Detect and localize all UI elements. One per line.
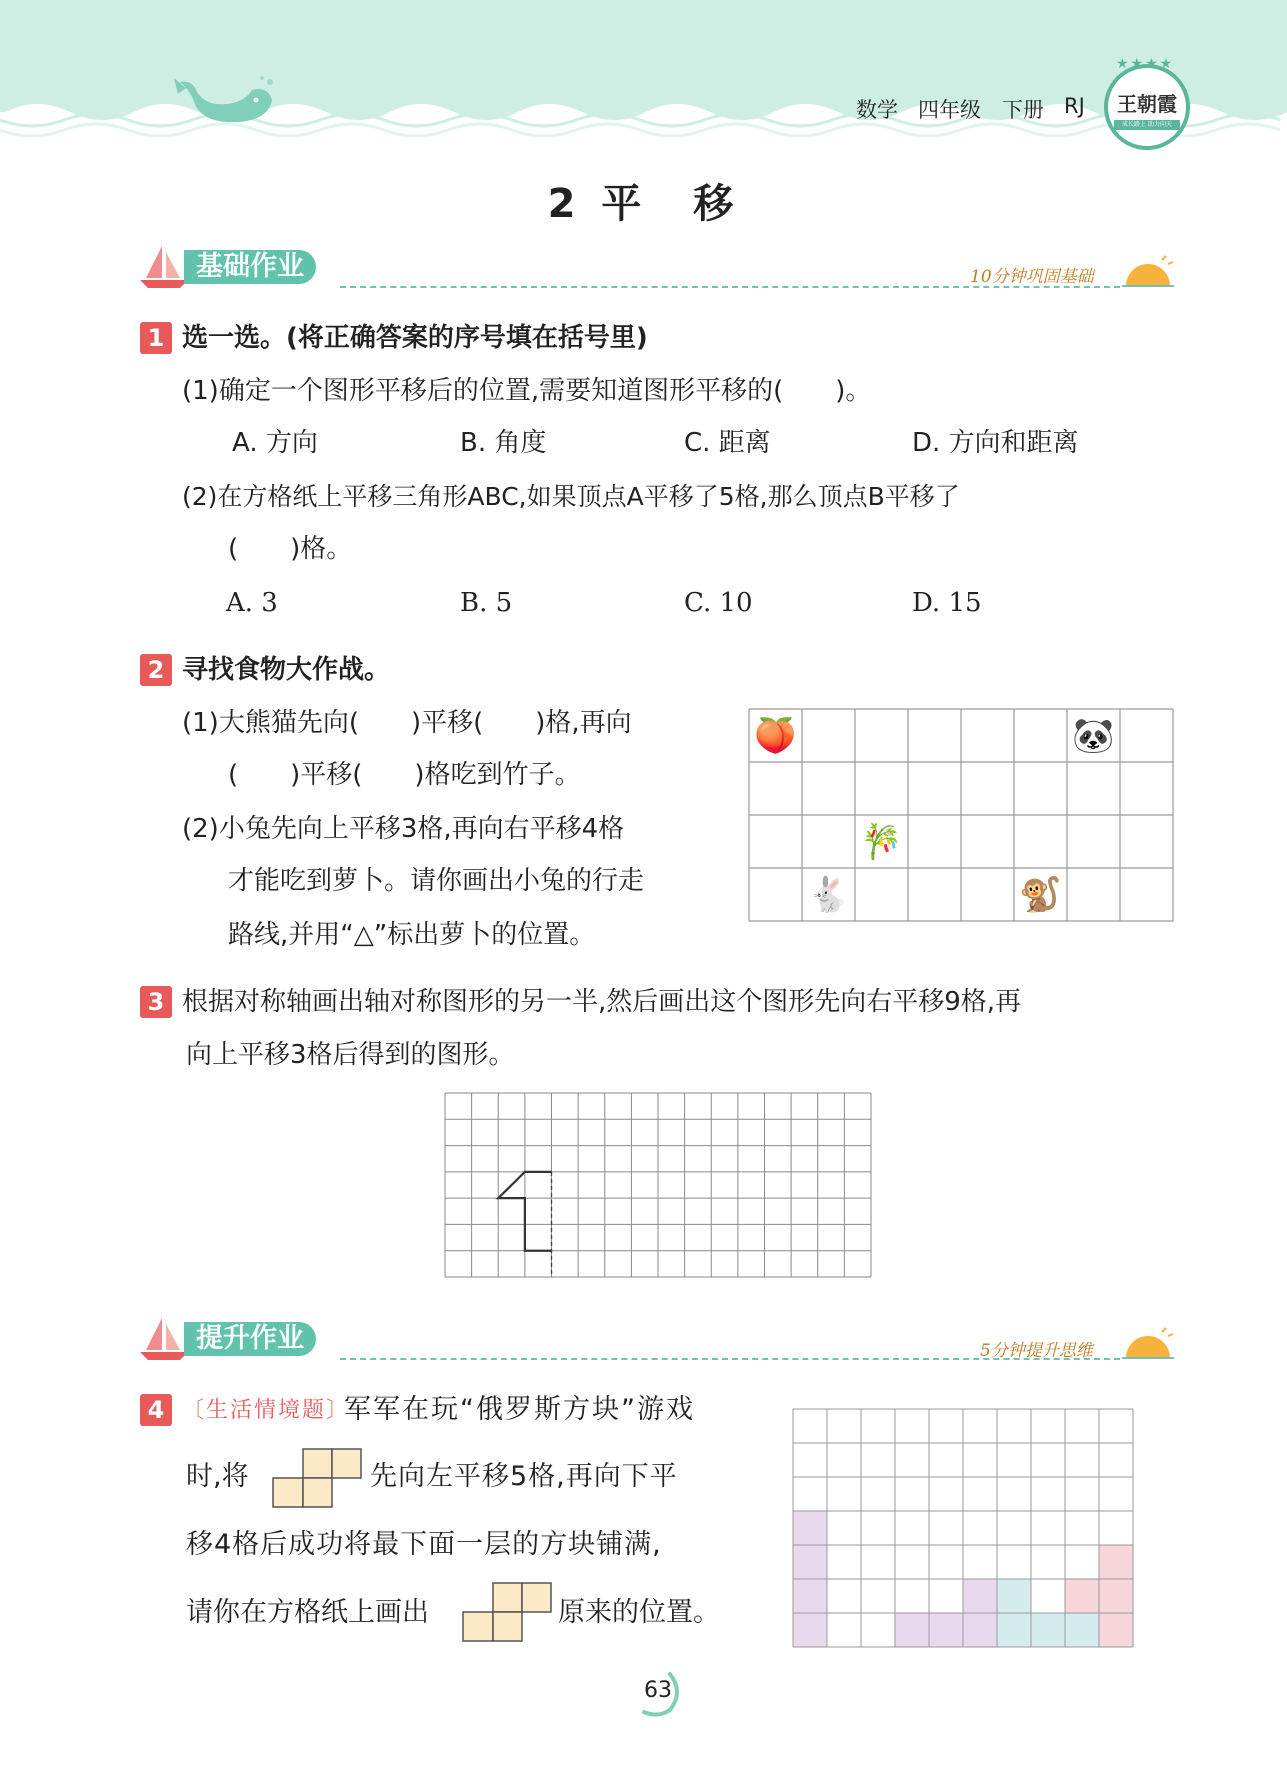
section-advanced-label: 提升作业 <box>184 1322 316 1356</box>
food-grid[interactable] <box>748 708 1174 922</box>
header-grade: 四年级 <box>918 98 981 122</box>
question-4-tag: 〔生活情境题〕 <box>182 1398 351 1423</box>
header-volume: 下册 <box>1002 98 1044 122</box>
peach-icon: 🍑 <box>754 715 797 756</box>
question-1-2-option-b: B. 5 <box>460 588 513 618</box>
question-4-line2-end: 先向左平移5格,再向下平 <box>370 1461 678 1492</box>
question-4-line1: 军军在玩“俄罗斯方块”游戏 <box>344 1394 695 1425</box>
whale-icon <box>172 76 282 132</box>
question-4-line4-end: 原来的位置。 <box>558 1597 720 1628</box>
question-2-line1: (1)大熊猫先向( )平移( )格,再向 <box>182 708 632 738</box>
question-1-1-option-a: A. 方向 <box>232 428 318 458</box>
panda-icon: 🐼 <box>1072 715 1115 756</box>
rabbit-icon: 🐇 <box>807 874 850 915</box>
question-1-1-option-c: C. 距离 <box>684 428 771 458</box>
brand-name: 王朝霞 <box>1117 92 1177 116</box>
sailboat-icon <box>140 1316 188 1362</box>
header-edition: RJ <box>1064 94 1085 118</box>
brand-slogan: 成长路上 助力向天 <box>1114 120 1180 130</box>
question-3-line1: 根据对称轴画出轴对称图形的另一半,然后画出这个图形先向右平移9格,再 <box>182 987 1022 1017</box>
brand-stars-icon: ★★★★ <box>1116 56 1175 72</box>
question-2-prompt: 寻找食物大作战。 <box>182 655 391 685</box>
sunrise-icon <box>1122 1326 1174 1362</box>
question-2-line3: (2)小兔先向上平移3格,再向右平移4格 <box>182 814 625 844</box>
symmetry-grid[interactable] <box>444 1092 872 1278</box>
header-subject: 数学 <box>856 98 898 122</box>
tetromino-s-icon <box>272 1448 362 1508</box>
tetromino-s-icon <box>462 1582 552 1642</box>
brand-logo <box>1104 64 1190 150</box>
question-4-line3: 移4格后成功将最下面一层的方块铺满, <box>186 1529 662 1560</box>
grid-lines <box>444 1092 872 1278</box>
section-basic-label: 基础作业 <box>184 250 316 284</box>
question-1-1-option-d: D. 方向和距离 <box>912 428 1079 458</box>
question-2-line4: 才能吃到萝卜。请你画出小兔的行走 <box>228 866 645 896</box>
question-1-1-text: (1)确定一个图形平移后的位置,需要知道图形平移的( )。 <box>182 376 872 406</box>
question-1-1-option-b: B. 角度 <box>460 428 547 458</box>
grid-lines <box>792 1408 1134 1648</box>
tetris-grid[interactable] <box>792 1408 1134 1648</box>
question-3-number: 3 <box>140 986 172 1018</box>
question-1-2-option-d: D. 15 <box>912 588 982 618</box>
sunrise-icon <box>1122 254 1174 290</box>
bamboo-icon: 🎋 <box>860 821 903 862</box>
page-number: 63 <box>644 1678 672 1703</box>
question-1-prompt: 选一选。(将正确答案的序号填在括号里) <box>182 323 648 353</box>
question-1-2-option-c: C. 10 <box>684 588 753 618</box>
question-1-2-line2: ( )格。 <box>228 534 353 564</box>
question-4-line2-start: 时,将 <box>186 1461 249 1492</box>
monkey-icon: 🐒 <box>1019 874 1062 915</box>
page-title: 2 平 移 <box>547 181 740 227</box>
question-2-line5: 路线,并用“△”标出萝卜的位置。 <box>228 920 596 950</box>
question-2-number: 2 <box>140 654 172 686</box>
question-4-line4-start: 请你在方格纸上画出 <box>186 1597 429 1628</box>
question-2-line2: ( )平移( )格吃到竹子。 <box>228 760 581 790</box>
question-4-number: 4 <box>140 1394 172 1426</box>
question-3-line2: 向上平移3格后得到的图形。 <box>186 1040 515 1070</box>
question-1-number: 1 <box>140 322 172 354</box>
section-advanced-time: 5分钟提升思维 <box>980 1341 1093 1361</box>
section-basic-time: 10分钟巩固基础 <box>970 267 1094 287</box>
question-1-2-line1: (2)在方格纸上平移三角形ABC,如果顶点A平移了5格,那么顶点B平移了 <box>182 482 960 511</box>
sailboat-icon <box>140 244 188 290</box>
question-1-2-option-a: A. 3 <box>226 588 278 618</box>
